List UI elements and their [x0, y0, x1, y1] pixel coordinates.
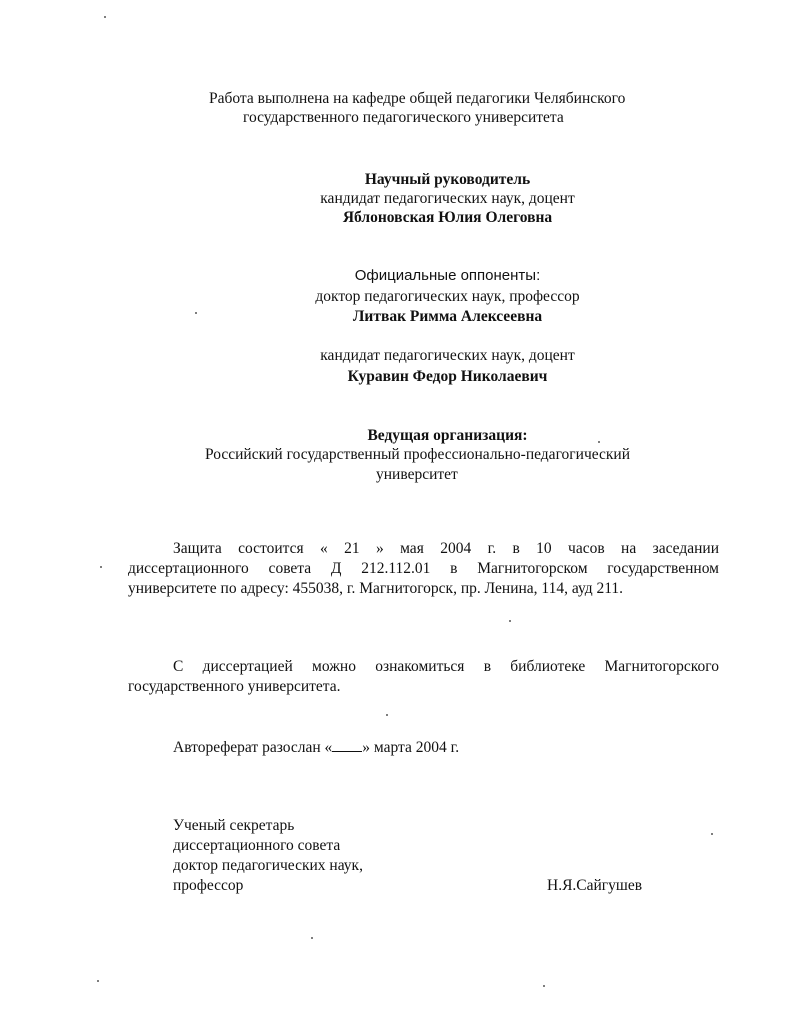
opponent-1-degree: доктор педагогических наук, профессор — [315, 288, 580, 305]
secretary-name: Н.Я.Сайгушев — [547, 877, 643, 894]
header-line-2: государственного педагогического университета — [243, 109, 564, 126]
supervisor-name: Яблоновская Юлия Олеговна — [342, 209, 553, 226]
scan-speck — [97, 980, 99, 982]
header-line-1: Работа выполнена на кафедре общей педагогики Челябинского — [209, 90, 626, 107]
defense-line-1: Защита состоится « 21 » мая 2004 г. в 10 часов на заседании — [173, 540, 719, 557]
scan-speck — [543, 985, 545, 987]
abstract-line — [173, 737, 459, 757]
library-line-1: С диссертацией можно ознакомиться в библиотеке Магнитогорского — [173, 658, 719, 675]
scan-speck — [195, 312, 197, 314]
secretary-line-2: диссертационного совета — [173, 837, 341, 854]
library-line-2: государственного университета. — [128, 678, 341, 695]
supervisor-degree: кандидат педагогических наук, доцент — [320, 190, 575, 207]
secretary-line-1: Ученый секретарь — [173, 817, 295, 834]
scan-speck — [711, 833, 713, 835]
opponent-2-degree: кандидат педагогических наук, доцент — [320, 347, 575, 364]
opponent-2-name: Куравин Федор Николаевич — [347, 368, 548, 385]
scan-speck — [311, 937, 313, 939]
scan-speck — [386, 714, 388, 716]
secretary-line-3: доктор педагогических наук, — [173, 857, 363, 874]
scan-speck — [104, 16, 106, 18]
date-blank — [332, 737, 362, 752]
defense-line-3: университете по адресу: 455038, г. Магнитогорск, пр. Ленина, 114, ауд 211. — [128, 580, 624, 597]
defense-line-2: диссертационного совета Д 212.112.01 в Магнитогорском государственном — [128, 560, 719, 577]
secretary-line-4: профессор — [173, 877, 244, 894]
abstract-suffix: » марта 2004 г. — [362, 739, 460, 756]
scan-speck — [598, 441, 600, 443]
scan-speck — [100, 566, 102, 568]
opponent-1-name: Литвак Римма Алексеевна — [352, 308, 543, 325]
lead-org-line-2: университет — [376, 466, 458, 483]
lead-org-line-1: Российский государственный профессионально-педагогический — [205, 446, 631, 463]
abstract-prefix: Автореферат разослан « — [173, 739, 333, 756]
supervisor-heading: Научный руководитель — [364, 171, 531, 188]
opponents-heading: Официальные оппоненты: — [354, 267, 541, 284]
lead-org-heading: Ведущая организация: — [367, 427, 528, 444]
scan-speck — [509, 620, 511, 622]
